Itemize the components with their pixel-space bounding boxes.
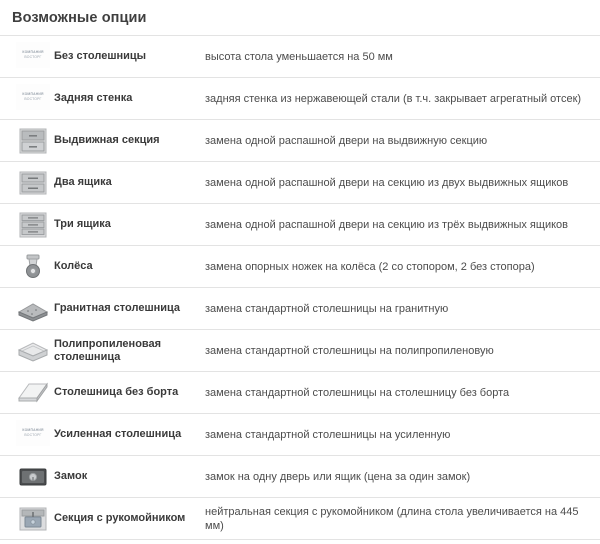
pullout-section-icon [16, 126, 50, 156]
option-name: Столешница без борта [54, 386, 179, 398]
option-description: нейтральная секция с рукомойником (длина стола увеличивается на 445 мм) [205, 505, 579, 532]
watermark-line-2: ВОСТОРГ [24, 432, 42, 437]
option-name: Колёса [54, 260, 93, 272]
granite-worktop-icon [16, 294, 50, 324]
option-description: замена стандартной столешницы на полипропиленовую [205, 344, 494, 357]
watermark-line-2: ВОСТОРГ [24, 96, 42, 101]
table-row [0, 372, 600, 414]
row-icon-cell [0, 120, 50, 162]
watermark-logo-icon [16, 84, 50, 114]
option-name: Секция с рукомойником [54, 512, 186, 524]
watermark-line-1: КОМПАНИЯ [22, 427, 44, 432]
row-icon-cell [0, 204, 50, 246]
option-description: замена одной распашной двери на секцию из двух выдвижных ящиков [205, 176, 569, 189]
watermark-line-1: КОМПАНИЯ [22, 91, 44, 96]
row-icon-cell [0, 36, 50, 78]
option-name: Задняя стенка [54, 92, 133, 104]
page-title: Возможные опции [12, 10, 147, 26]
table-row [0, 246, 600, 288]
row-icon-cell [0, 330, 50, 372]
option-description: высота стола уменьшается на 50 мм [205, 50, 393, 63]
option-description: задняя стенка из нержавеющей стали (в т.ч. закрывает агрегатный отсек) [205, 92, 582, 105]
option-name: Без столешницы [54, 50, 147, 62]
row-icon-cell [0, 498, 50, 540]
option-name: Два ящика [54, 176, 112, 188]
options-table-body [0, 36, 600, 540]
option-description: замена стандартной столешницы на столешницу без борта [205, 386, 510, 399]
option-name: Гранитная столешница [54, 302, 181, 314]
lock-icon [16, 462, 50, 492]
washbasin-section-icon [16, 504, 50, 534]
row-icon-cell [0, 288, 50, 330]
watermark-logo-icon [16, 42, 50, 72]
option-name: Замок [54, 470, 88, 482]
table-row [0, 204, 600, 246]
caster-wheel-icon [16, 252, 50, 282]
option-description: замена опорных ножек на колёса (2 со стопором, 2 без стопора) [205, 260, 535, 273]
row-icon-cell [0, 372, 50, 414]
row-icon-cell [0, 78, 50, 120]
polypropylene-worktop-icon [16, 336, 50, 366]
borderless-worktop-icon [16, 378, 50, 408]
row-icon-cell [0, 456, 50, 498]
table-row [0, 414, 600, 456]
option-description: замок на одну дверь или ящик (цена за один замок) [205, 470, 471, 483]
table-row [0, 78, 600, 120]
table-row [0, 498, 600, 540]
two-drawers-icon [16, 168, 50, 198]
option-name: Выдвижная секция [54, 134, 160, 146]
option-description: замена одной распашной двери на выдвижную секцию [205, 134, 488, 147]
watermark-logo-icon [16, 420, 50, 450]
table-row [0, 456, 600, 498]
option-description: замена стандартной столешницы на усиленную [205, 428, 451, 441]
option-name: Три ящика [54, 218, 111, 230]
table-row [0, 120, 600, 162]
option-name: Усиленная столешница [54, 428, 182, 440]
option-description: замена одной распашной двери на секцию из трёх выдвижных ящиков [205, 218, 568, 231]
watermark-line-1: КОМПАНИЯ [22, 49, 44, 54]
three-drawers-icon [16, 210, 50, 240]
table-row [0, 330, 600, 372]
row-icon-cell [0, 162, 50, 204]
row-icon-cell [0, 414, 50, 456]
watermark-line-2: ВОСТОРГ [24, 54, 42, 59]
option-name: Полипропиленовая столешница [54, 337, 162, 363]
table-row [0, 162, 600, 204]
table-row [0, 288, 600, 330]
table-row [0, 36, 600, 78]
option-description: замена стандартной столешницы на гранитную [205, 302, 449, 315]
options-table [0, 35, 600, 540]
row-icon-cell [0, 246, 50, 288]
